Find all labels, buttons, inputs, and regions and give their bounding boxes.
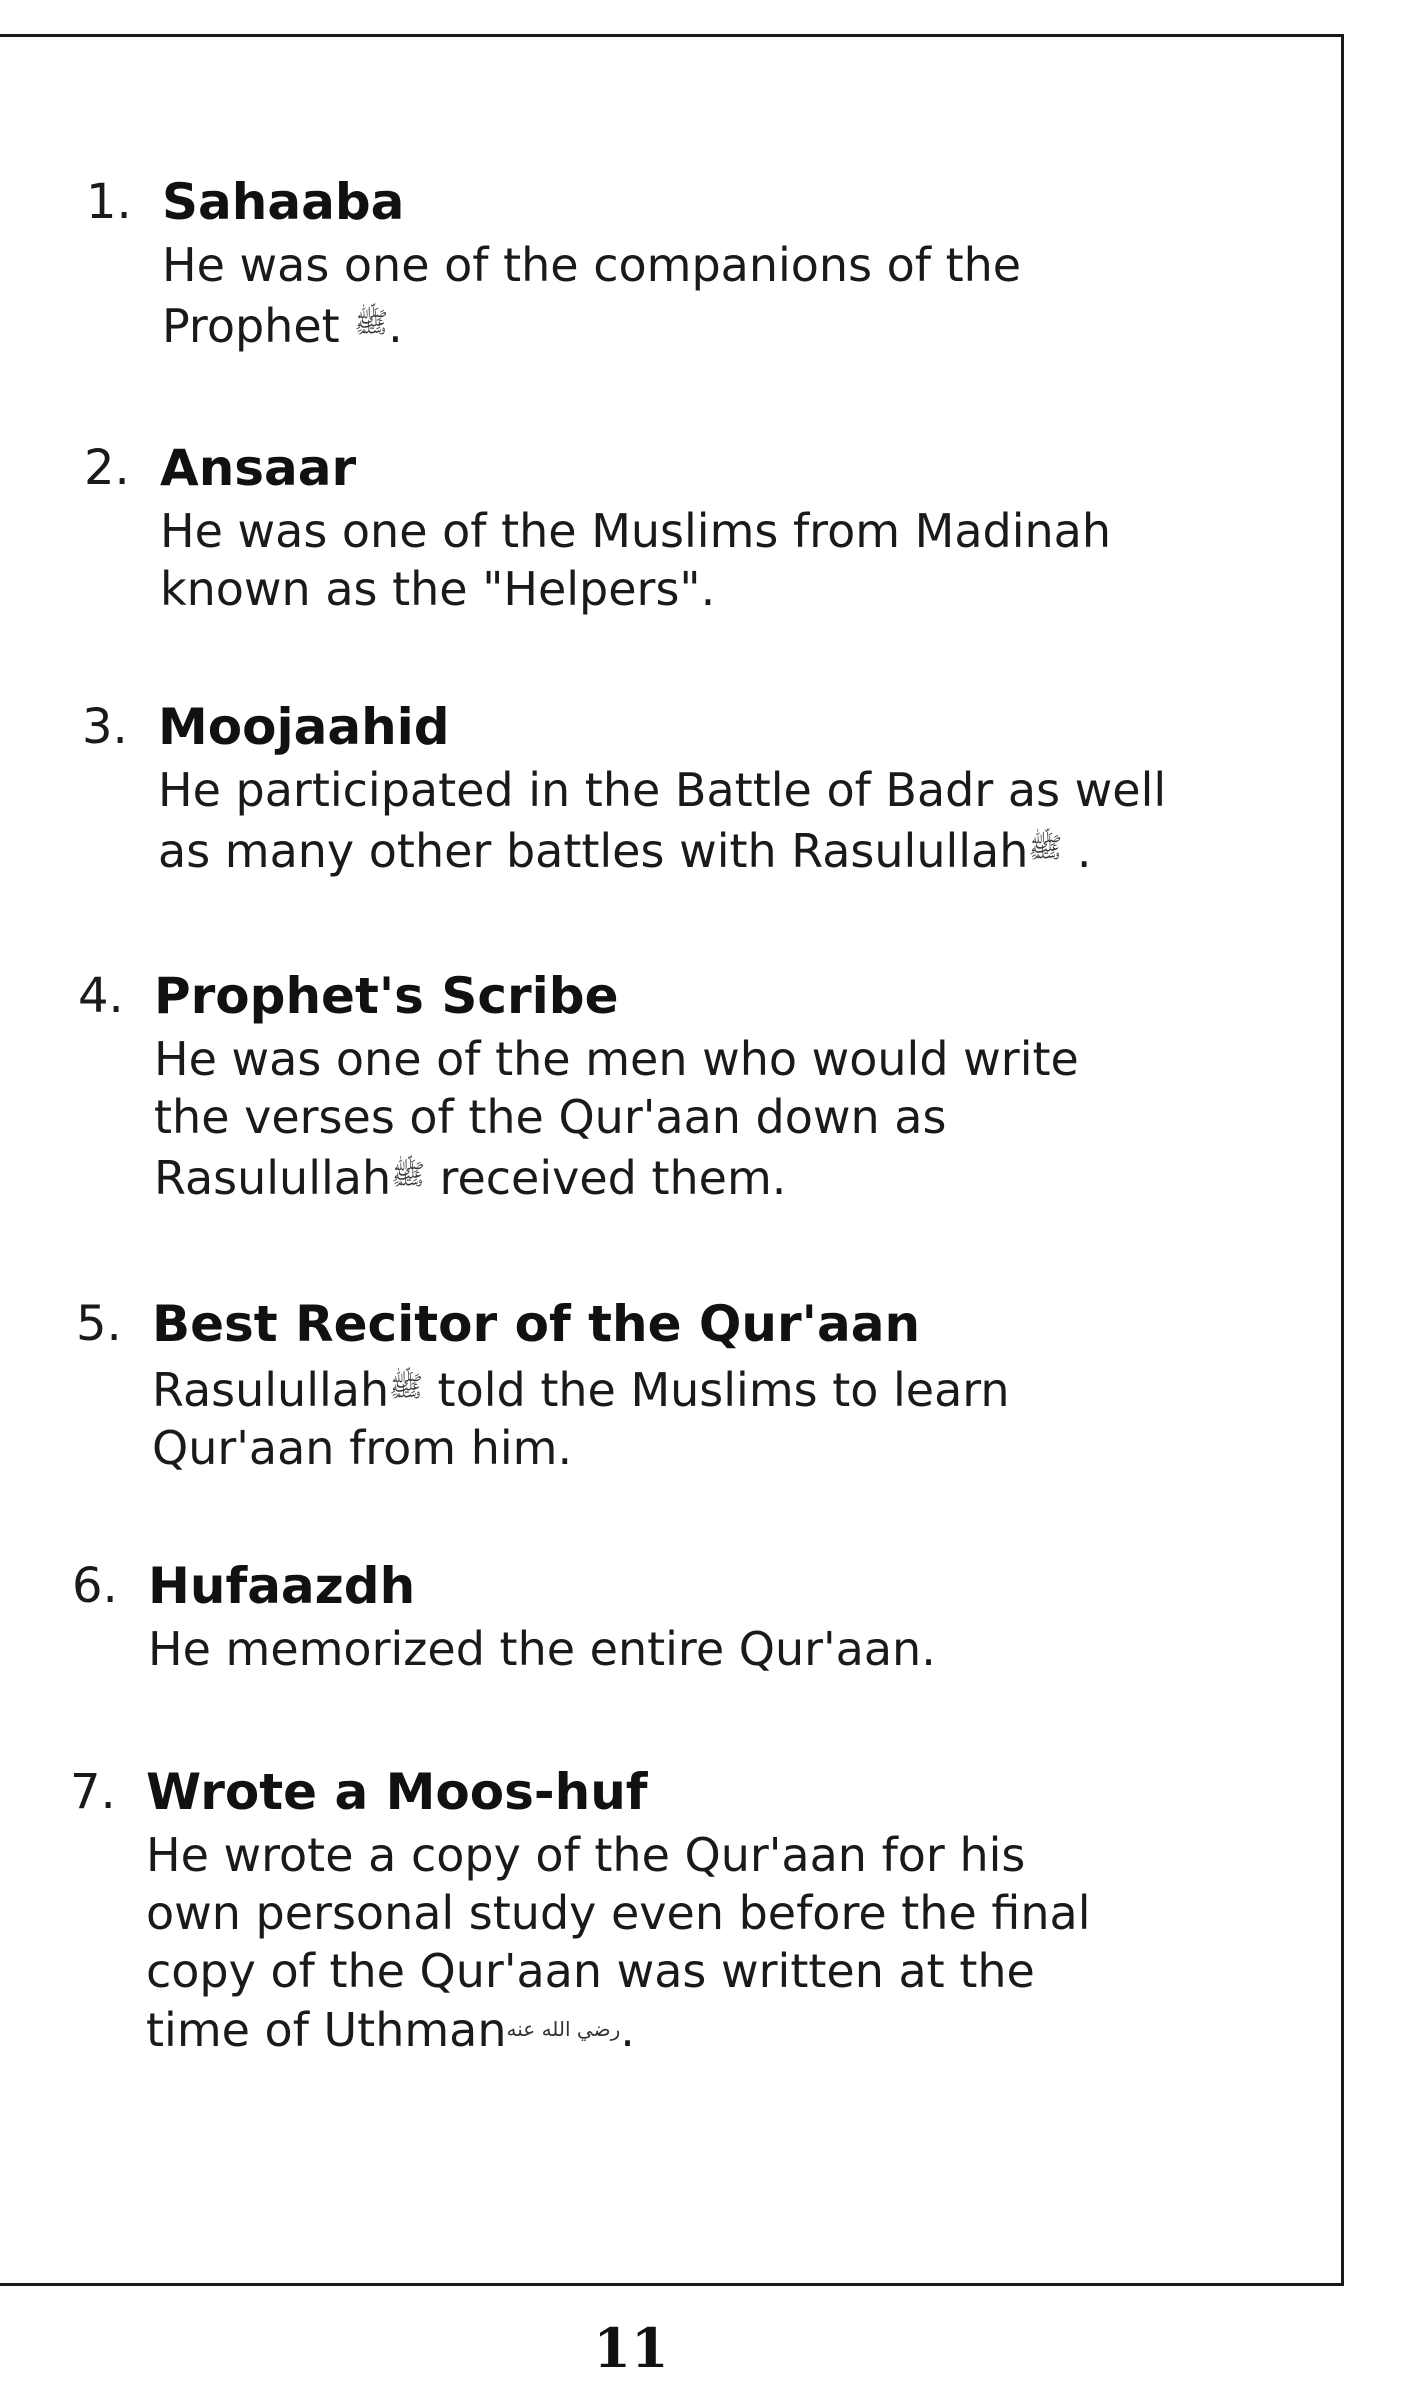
item-number: 7. xyxy=(70,1764,116,1820)
desc-line: Qur'aan from him. xyxy=(152,1421,573,1475)
desc-text: time of Uthman xyxy=(146,2003,507,2057)
desc-suffix: . xyxy=(620,2003,635,2057)
item-description xyxy=(160,502,1220,618)
desc-suffix: received them. xyxy=(424,1151,787,1205)
item-title: Hufaazdh xyxy=(148,1557,416,1615)
item-title: Wrote a Moos-huf xyxy=(146,1763,648,1821)
desc-line xyxy=(152,1358,1212,1419)
item-title: Best Recitor of the Qur'aan xyxy=(152,1295,921,1353)
desc-suffix: . xyxy=(1062,824,1092,878)
item-number: 2. xyxy=(84,440,130,496)
desc-line: the verses of the Qur'aan down as xyxy=(154,1090,947,1144)
desc-line xyxy=(146,2000,1206,2059)
desc-line: copy of the Qur'aan was written at the xyxy=(146,1944,1035,1998)
desc-line: He was one of the companions of the xyxy=(162,238,1022,292)
desc-line: He participated in the Battle of Badr as well xyxy=(158,763,1167,817)
desc-text: Rasulullah xyxy=(152,1363,390,1417)
desc-suffix: told the Muslims to learn xyxy=(422,1363,1010,1417)
item-number: 3. xyxy=(82,699,128,755)
desc-line: He was one of the men who would write xyxy=(154,1032,1079,1086)
desc-suffix: . xyxy=(388,299,403,353)
honorific-symbol: رضي الله عنه xyxy=(506,2017,621,2041)
item-title: Moojaahid xyxy=(158,698,450,756)
item-number: 5. xyxy=(76,1296,122,1352)
desc-line: He was one of the Muslims from Madinah xyxy=(160,504,1111,558)
desc-text: as many other battles with Rasulullah xyxy=(158,824,1029,878)
item-description xyxy=(148,1620,1208,1678)
honorific-symbol: ﷺ xyxy=(1028,831,1063,864)
desc-text: Prophet xyxy=(162,299,340,353)
item-number: 4. xyxy=(78,968,124,1024)
page-number: 11 xyxy=(593,2316,669,2380)
desc-line: known as the "Helpers". xyxy=(160,562,716,616)
item-title: Sahaaba xyxy=(162,173,405,231)
honorific-symbol: ﷺ xyxy=(354,306,389,339)
item-description xyxy=(162,236,1222,355)
item-description xyxy=(152,1358,1212,1477)
item-description xyxy=(146,1826,1206,2059)
desc-line: He memorized the entire Qur'aan. xyxy=(148,1622,936,1676)
desc-text: Rasulullah xyxy=(154,1151,392,1205)
item-description xyxy=(158,761,1218,880)
item-number: 1. xyxy=(86,174,132,230)
desc-line: own personal study even before the final xyxy=(146,1886,1091,1940)
honorific-symbol: ﷺ xyxy=(389,1370,423,1403)
desc-line xyxy=(158,819,1218,880)
item-title: Ansaar xyxy=(160,439,357,497)
desc-line: He wrote a copy of the Qur'aan for his xyxy=(146,1828,1026,1882)
desc-line xyxy=(162,294,1222,355)
desc-line xyxy=(154,1146,1214,1207)
item-description xyxy=(154,1030,1214,1207)
item-number: 6. xyxy=(72,1558,118,1614)
honorific-symbol: ﷺ xyxy=(391,1158,425,1191)
item-title: Prophet's Scribe xyxy=(154,967,619,1025)
